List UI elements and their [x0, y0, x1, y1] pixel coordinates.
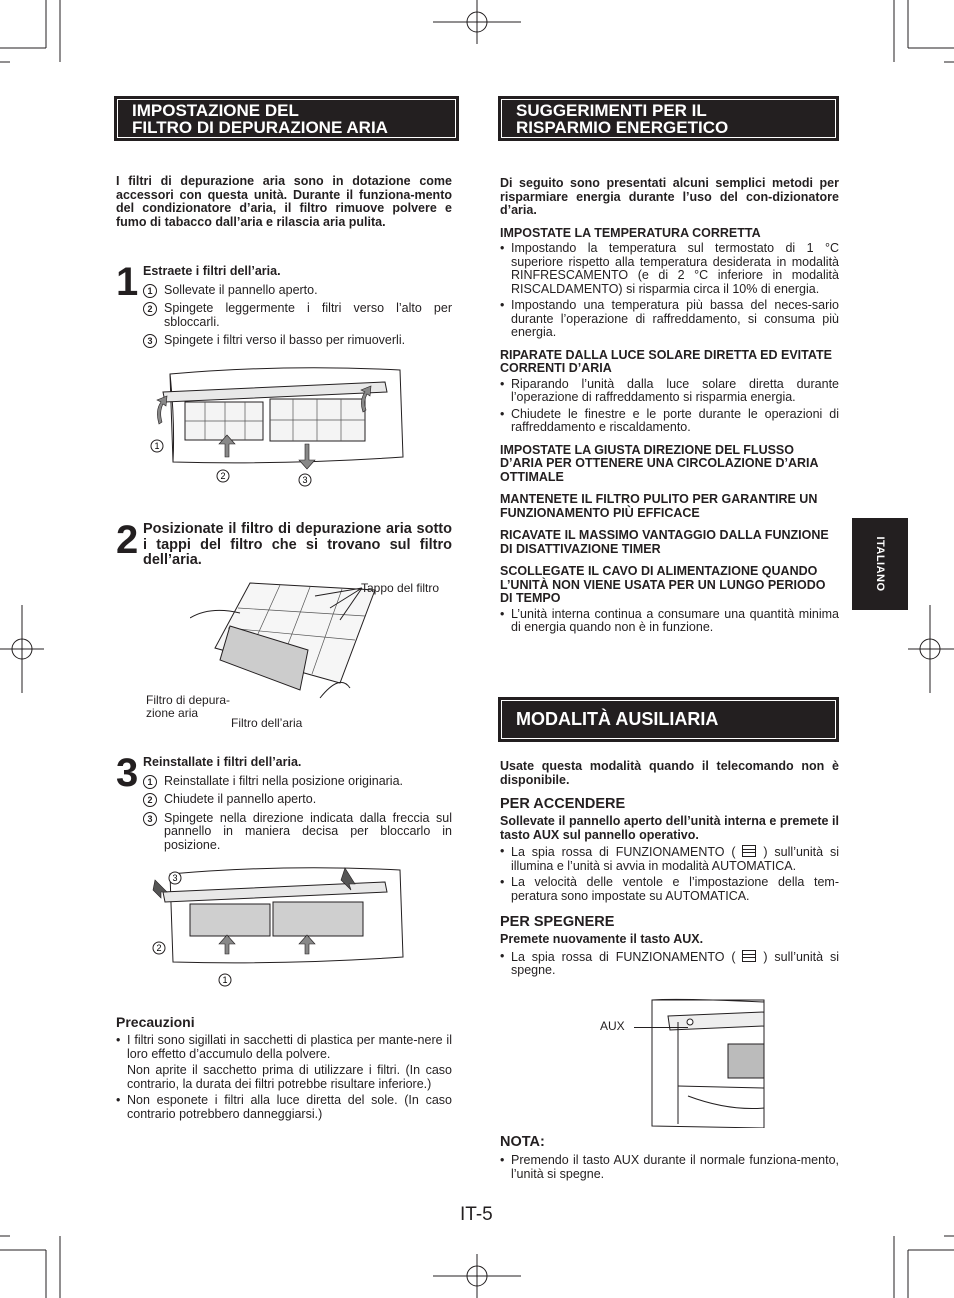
- callout-2: 2: [220, 471, 226, 481]
- filter-intro: I filtri di depurazione aria sono in dotazione come accessori con questa unità. Durante il funziona-mento del condizionatore d’aria, il filtro rimuove polvere e fumo di tabacco dall’aria e rilascia aria pulita.: [116, 174, 452, 229]
- aux-section-header: [498, 697, 839, 742]
- note-title: NOTA:: [500, 1134, 545, 1150]
- aux-button-illustration: [648, 996, 766, 1128]
- energy-tips: [500, 177, 839, 635]
- filter-removal-illustration: [145, 362, 410, 492]
- precaution-2: • Non esponete i filtri alla luce diretta del sole. (In caso contrario potrebbero danneggiarsi.): [116, 1094, 452, 1121]
- turn-on-instruction: Sollevate il pannello aperto dell’unità interna e premete il tasto AUX sul pannello operativo.: [500, 814, 839, 842]
- callout-2: 2: [156, 943, 162, 953]
- note-bullet-1: • Premendo il tasto AUX durante il normale funziona-mento, l’unità si spegne.: [500, 1154, 839, 1181]
- aux-section-title: MODALITÀ AUSILIARIA: [516, 709, 719, 729]
- purification-filter-label: Filtro di depura- zione aria: [146, 693, 231, 720]
- step-3-item-2: 2 Chiudete il pannello aperto.: [143, 793, 452, 807]
- air-filter-label: Filtro dell’aria: [231, 716, 303, 730]
- operation-lamp-icon: [742, 950, 756, 962]
- aux-intro: Usate questa modalità quando il telecomando non è disponibile.: [500, 759, 839, 787]
- callout-1: 1: [222, 975, 228, 985]
- tip-sunlight-2: • Chiudete le finestre e le porte durante le operazioni di raffreddamento e riscaldamento.: [500, 408, 839, 435]
- aux-label: AUX: [600, 1019, 625, 1033]
- operation-lamp-icon: [742, 845, 756, 857]
- circled-number: 2: [143, 302, 157, 316]
- step-3-item-1: 1 Reinstallate i filtri nella posizione originaria.: [143, 775, 452, 789]
- callout-3: 3: [302, 475, 308, 485]
- filter-reinstall-illustration: [145, 862, 410, 992]
- circled-number: 2: [143, 793, 157, 807]
- tip-filter-title: MANTENETE IL FILTRO PULITO PER GARANTIRE UN FUNZIONAMENTO PIÙ EFFICACE: [500, 492, 818, 520]
- tip-timer-title: RICAVATE IL MASSIMO VANTAGGIO DALLA FUNZIONE DI DISATTIVAZIONE TIMER: [500, 528, 829, 556]
- energy-section-header: [498, 96, 839, 141]
- tip-sunlight-title: RIPARATE DALLA LUCE SOLARE DIRETTA ED EVITATE CORRENTI D’ARIA: [500, 347, 832, 375]
- tip-temperature-2: • Impostando una temperatura più bassa del neces-sario durante l’operazione di raffreddamento, si consuma più energia.: [500, 299, 839, 340]
- callout-1: 1: [154, 441, 160, 451]
- step-2-title: Posizionate il filtro di depurazione aria sotto i tappi del filtro che si trovano sul filtro dell’aria.: [143, 521, 452, 568]
- step-1-item-1: 1 Sollevate il pannello aperto.: [143, 284, 452, 298]
- tip-sunlight-1: • Riparando l’unità dalla luce solare diretta durante l’operazione di raffreddamento si risparmia energia.: [500, 378, 839, 405]
- turn-off-title: PER SPEGNERE: [500, 914, 615, 930]
- circled-number: 3: [143, 812, 157, 826]
- filter-section-header: [114, 96, 459, 141]
- step-3-title: Reinstallate i filtri dell’aria.: [143, 755, 302, 769]
- precautions: [116, 1014, 452, 1121]
- page-number: IT-5: [460, 1204, 493, 1225]
- note: [500, 1134, 839, 1181]
- circled-number: 1: [143, 284, 157, 298]
- step-1-item-3: 3 Spingete i filtri verso il basso per rimuoverli.: [143, 334, 452, 348]
- step-1-item-2: 2 Spingete leggermente i filtri verso l’alto per sbloccarli.: [143, 302, 452, 329]
- tip-temperature-title: IMPOSTATE LA TEMPERATURA CORRETTA: [500, 225, 761, 240]
- energy-section-title: SUGGERIMENTI PER IL RISPARMIO ENERGETICO: [516, 101, 729, 137]
- circled-number: 3: [143, 334, 157, 348]
- turn-off-bullet-1: • La spia rossa di FUNZIONAMENTO ( ) sull’unità si spegne.: [500, 950, 839, 978]
- aux-mode: [500, 760, 839, 978]
- turn-on-bullet-1: • La spia rossa di FUNZIONAMENTO ( ) sull’unità si illumina e l’unità si avvia in modalità AUTOMATICA.: [500, 845, 839, 873]
- energy-intro: Di seguito sono presentati alcuni semplici metodi per risparmiare energia durante l’uso del con-dizionatore d’aria.: [500, 176, 839, 217]
- turn-on-title: PER ACCENDERE: [500, 796, 626, 812]
- tip-airflow-title: IMPOSTATE LA GIUSTA DIREZIONE DEL FLUSSO D’ARIA PER OTTENERE UNA CIRCOLAZIONE D’ARIA OTTIMALE: [500, 442, 819, 484]
- callout-3: 3: [172, 873, 178, 883]
- tip-unplug-title: SCOLLEGATE IL CAVO DI ALIMENTAZIONE QUANDO L’UNITÀ NON VIENE USATA PER UN LUNGO PERIODO DI TEMPO: [500, 564, 826, 605]
- step-2-number: 2: [116, 518, 139, 562]
- tip-temperature-1: • Impostando la temperatura sul termostato di 1 °C superiore rispetto alla temperatura desiderata in modalità RINFRESCAMENTO (e di 2 °C inferiore in modalità RISCALDAMENTO) si risparmia circa il 10% di energia.: [500, 242, 839, 296]
- step-3: [143, 756, 452, 857]
- filter-cap-label: Tappo del filtro: [361, 581, 440, 595]
- aux-leader-line: [634, 1027, 688, 1028]
- step-1-title: Estraete i filtri dell’aria.: [143, 264, 281, 278]
- precaution-1b: Non aprite il sacchetto prima di utilizzare i filtri. (In caso contrario, la durata dei filtri potrebbe risultare inferiore.): [127, 1063, 452, 1091]
- language-tab: ITALIANO: [852, 518, 908, 610]
- circled-number: 1: [143, 775, 157, 789]
- turn-on-bullet-2: • La velocità delle ventole e l’impostazione della tem-peratura sono impostate su AUTOMATICA.: [500, 876, 839, 903]
- tip-unplug-1: • L’unità interna continua a consumare una quantità minima di energia quando non è in funzione.: [500, 608, 839, 635]
- precautions-title: Precauzioni: [116, 1014, 195, 1030]
- turn-off-instruction: Premete nuovamente il tasto AUX.: [500, 932, 704, 946]
- precaution-1: • I filtri sono sigillati in sacchetti di plastica per mante-nere il loro effetto d’accumulo della polvere.: [116, 1034, 452, 1061]
- filter-insertion-illustration: [190, 578, 390, 708]
- step-1-number: 1: [116, 260, 139, 304]
- step-3-number: 3: [116, 751, 139, 795]
- filter-section-title: IMPOSTAZIONE DEL FILTRO DI DEPURAZIONE ARIA: [132, 101, 388, 137]
- step-3-item-3: 3 Spingete nella direzione indicata dalla freccia sul pannello in maniera decisa per bloccarlo in posizione.: [143, 812, 452, 853]
- step-1: [143, 265, 452, 353]
